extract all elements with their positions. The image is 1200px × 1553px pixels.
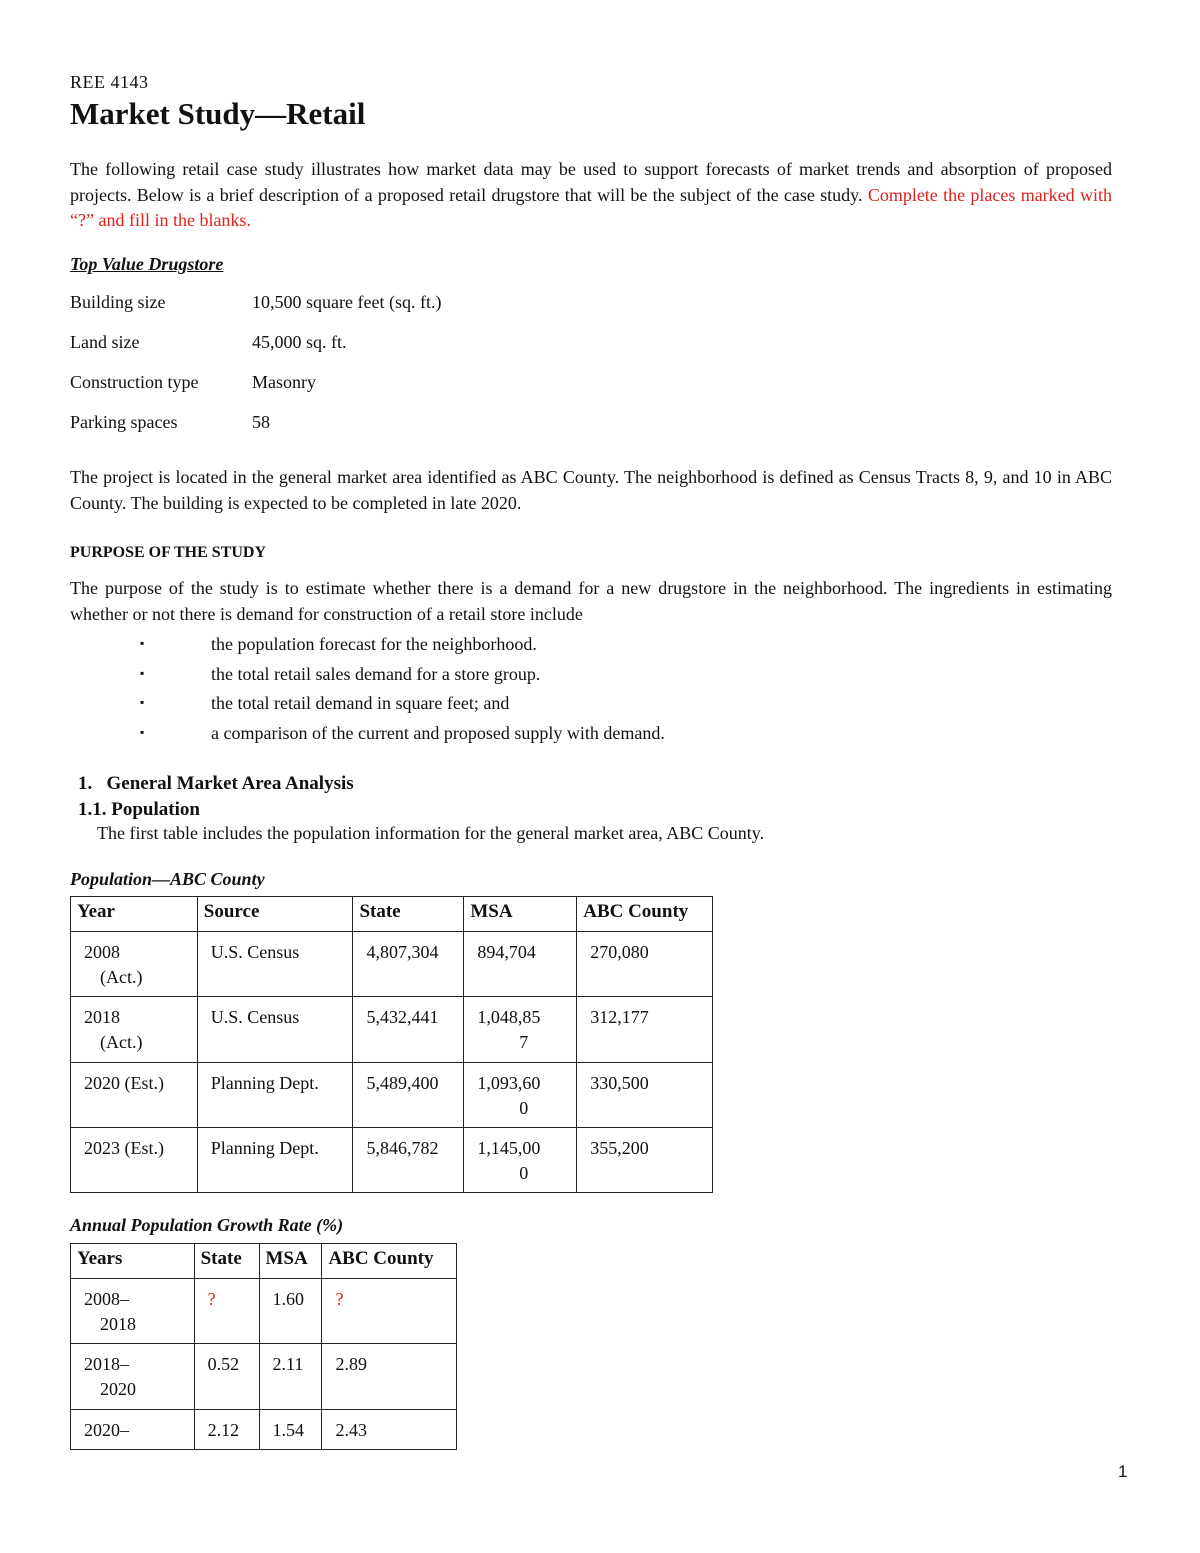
- source-cell: U.S. Census: [197, 932, 353, 997]
- msa-value: 1,145,00: [477, 1138, 541, 1158]
- msa-cell: [464, 932, 577, 997]
- column-header: Source: [197, 897, 353, 932]
- msa-value-wrap: 0: [519, 1163, 529, 1183]
- column-header: ABC County: [577, 897, 713, 932]
- county-cell: 312,177: [577, 997, 713, 1063]
- spec-value: Masonry: [252, 372, 316, 392]
- state-cell: 5,489,400: [353, 1063, 464, 1128]
- msa-cell: [464, 997, 577, 1063]
- years-value-end: 2018: [100, 1314, 136, 1334]
- msa-cell: [464, 1063, 577, 1128]
- years-cell: [71, 1344, 195, 1410]
- state-cell: 2.12: [194, 1410, 259, 1450]
- bullet-icon: ▪: [140, 695, 145, 709]
- course-code: REE 4143: [70, 72, 149, 92]
- msa-value-wrap: 0: [519, 1098, 529, 1118]
- intro-text: The following retail case study illustrates how market data may be used to support forecasts of market trends and absorption of proposed projects. Below is a brief description of a proposed retail drugstore that will be the subject of the case study.: [70, 159, 1112, 205]
- msa-value: 894,704: [477, 942, 536, 962]
- intro-paragraph: [70, 157, 1112, 234]
- msa-cell: 1.60: [259, 1279, 322, 1344]
- bullet-icon: ▪: [140, 724, 145, 739]
- msa-value-wrap: 7: [519, 1032, 529, 1052]
- msa-cell: 1.54: [259, 1410, 322, 1450]
- msa-cell: 2.11: [259, 1344, 322, 1410]
- spec-label: Building size: [70, 292, 166, 312]
- list-item-text: the total retail demand in square feet; and: [211, 693, 510, 713]
- table-row: [71, 1128, 713, 1193]
- county-cell: 355,200: [577, 1128, 713, 1193]
- table-row: [71, 932, 713, 997]
- column-header: ABC County: [322, 1244, 457, 1279]
- year-cell: [71, 1128, 198, 1193]
- source-cell: Planning Dept.: [197, 1063, 353, 1128]
- table-row: [71, 1410, 457, 1450]
- table-row: [71, 1063, 713, 1128]
- spec-value: 10,500 square feet (sq. ft.): [252, 292, 442, 312]
- spec-value: 58: [252, 412, 270, 432]
- list-item-text: the total retail sales demand for a store group.: [211, 663, 541, 684]
- year-cell: [71, 932, 198, 997]
- state-cell: 5,432,441: [353, 997, 464, 1063]
- year-value: 2023 (Est.): [84, 1138, 164, 1158]
- msa-value: 1,048,85: [477, 1007, 541, 1027]
- county-cell: ?: [322, 1279, 457, 1344]
- spec-value: 45,000 sq. ft.: [252, 332, 347, 352]
- year-qualifier: (Act.): [100, 1032, 143, 1052]
- year-cell: [71, 997, 198, 1063]
- year-value: 2018: [84, 1007, 120, 1027]
- column-header: State: [194, 1244, 259, 1279]
- table-header-row: [71, 1244, 457, 1279]
- population-table: [70, 896, 713, 1193]
- column-header: MSA: [259, 1244, 322, 1279]
- table-row: [71, 1279, 457, 1344]
- source-cell: Planning Dept.: [197, 1128, 353, 1193]
- page-title: Market Study—Retail: [70, 96, 366, 131]
- bullet-icon: ▪: [140, 636, 145, 650]
- column-header: Years: [71, 1244, 195, 1279]
- year-value: 2008: [84, 942, 120, 962]
- section-intro-text: The first table includes the population information for the general market area, ABC County.: [97, 823, 765, 843]
- column-header: Year: [71, 897, 198, 932]
- years-value: 2018–: [84, 1354, 129, 1374]
- msa-value: 1,093,60: [477, 1073, 541, 1093]
- years-cell: [71, 1279, 195, 1344]
- population-table-caption: Population—ABC County: [70, 869, 265, 889]
- years-value-end: 2020: [100, 1379, 136, 1399]
- table-row: [71, 1344, 457, 1410]
- year-cell: [71, 1063, 198, 1128]
- list-item-text: a comparison of the current and proposed supply with demand.: [211, 722, 665, 743]
- subsection-heading: 1.1. Population: [78, 799, 200, 820]
- location-paragraph: The project is located in the general market area identified as ABC County. The neighborhood is defined as Census Tracts 8, 9, and 10 in ABC County. The building is expected to be completed in late 2020.: [70, 467, 1112, 513]
- column-header: MSA: [464, 897, 577, 932]
- growth-table-caption: Annual Population Growth Rate (%): [70, 1215, 344, 1235]
- store-heading: Top Value Drugstore: [70, 254, 224, 274]
- state-cell: 0.52: [194, 1344, 259, 1410]
- source-cell: U.S. Census: [197, 997, 353, 1063]
- state-cell: ?: [194, 1279, 259, 1344]
- purpose-heading: PURPOSE OF THE STUDY: [70, 544, 267, 561]
- list-item-text: the population forecast for the neighborhood.: [211, 634, 537, 654]
- bullet-icon: ▪: [140, 665, 145, 680]
- spec-label: Parking spaces: [70, 412, 178, 432]
- table-header-row: [71, 897, 713, 932]
- msa-cell: [464, 1128, 577, 1193]
- purpose-paragraph: The purpose of the study is to estimate whether there is a demand for a new drugstore in the neighborhood. The ingredients in estimating whether or not there is demand for construction of a retail store include: [70, 578, 1112, 624]
- county-cell: 330,500: [577, 1063, 713, 1128]
- year-qualifier: (Act.): [100, 967, 143, 987]
- county-cell: 2.89: [322, 1344, 457, 1410]
- column-header: State: [353, 897, 464, 932]
- spec-label: Land size: [70, 332, 140, 352]
- county-cell: 2.43: [322, 1410, 457, 1450]
- page-number: 1: [1118, 1462, 1128, 1481]
- state-cell: 4,807,304: [353, 932, 464, 997]
- spec-label: Construction type: [70, 372, 199, 392]
- years-value: 2020–: [84, 1420, 129, 1440]
- year-value: 2020 (Est.): [84, 1073, 164, 1093]
- years-value: 2008–: [84, 1289, 129, 1309]
- state-cell: 5,846,782: [353, 1128, 464, 1193]
- county-cell: 270,080: [577, 932, 713, 997]
- table-row: [71, 997, 713, 1063]
- instruction-text: Complete the places marked with “?” and fill in the blanks.: [70, 184, 1112, 230]
- section-heading: 1. General Market Area Analysis: [78, 773, 354, 794]
- years-cell: [71, 1410, 195, 1450]
- growth-rate-table: [70, 1243, 457, 1450]
